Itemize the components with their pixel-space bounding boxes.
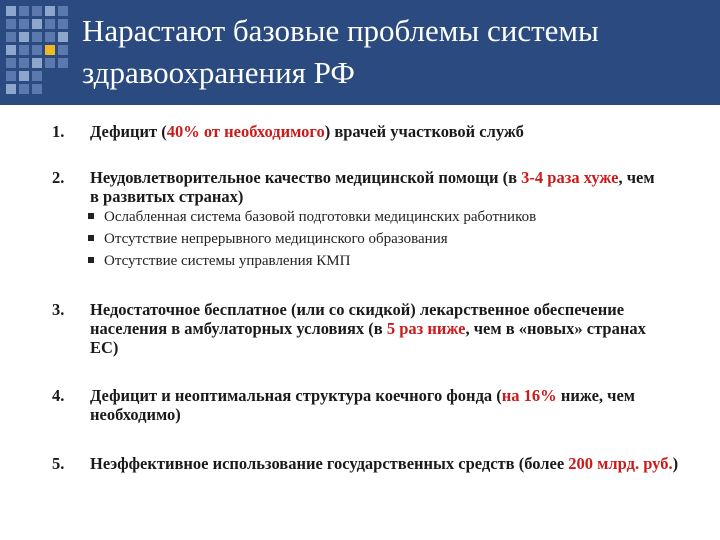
decorative-square-icon bbox=[32, 6, 42, 16]
item-text-run: Дефицит и неоптимальная структура коечного фонда ( bbox=[90, 386, 502, 405]
decorative-square-icon bbox=[58, 6, 68, 16]
decorative-square-icon bbox=[32, 71, 42, 81]
decorative-square-icon bbox=[19, 71, 29, 81]
decorative-square-icon bbox=[19, 19, 29, 29]
decorative-square-icon bbox=[6, 84, 16, 94]
decorative-square-icon bbox=[6, 19, 16, 29]
item-number: 2. bbox=[52, 168, 65, 187]
accent-square-icon bbox=[45, 45, 55, 55]
item-text-run: , чем в «новых» странах ЕС) bbox=[90, 319, 646, 357]
decorative-square-icon bbox=[58, 45, 68, 55]
sub-list-item bbox=[88, 228, 688, 250]
slide-title-line-1: Нарастают базовые проблемы системы bbox=[82, 13, 599, 48]
item-text bbox=[90, 454, 680, 473]
item-text-run: ниже, чем необходимо) bbox=[90, 386, 636, 424]
highlighted-text: 3-4 раза хуже bbox=[521, 168, 619, 187]
highlighted-text: 5 раз ниже bbox=[386, 319, 466, 338]
decorative-square-icon bbox=[58, 32, 68, 42]
decorative-square-icon bbox=[19, 58, 29, 68]
highlighted-text: 200 млрд. руб. bbox=[568, 454, 673, 473]
decorative-square-icon bbox=[19, 84, 29, 94]
decorative-square-icon bbox=[32, 58, 42, 68]
square-bullet-icon bbox=[88, 235, 94, 241]
item-number: 3. bbox=[52, 300, 65, 319]
slide-title bbox=[82, 10, 702, 94]
item-number: 4. bbox=[52, 386, 65, 405]
decorative-square-icon bbox=[6, 58, 16, 68]
sub-item-text: Ослабленная система базовой подготовки медицинских работников bbox=[104, 209, 537, 225]
sub-item-text: Отсутствие непрерывного медицинского образования bbox=[104, 231, 448, 247]
sub-item-text: Отсутствие системы управления КМП bbox=[104, 253, 351, 269]
item-text-run: Неудовлетворительное качество медицинской помощи (в bbox=[90, 168, 522, 187]
decorative-square-icon bbox=[32, 32, 42, 42]
decorative-square-icon bbox=[32, 45, 42, 55]
decorative-square-icon bbox=[19, 45, 29, 55]
decorative-square-icon bbox=[58, 58, 68, 68]
square-bullet-icon bbox=[88, 257, 94, 263]
decorative-square-icon bbox=[45, 19, 55, 29]
decorative-square-icon bbox=[6, 6, 16, 16]
sub-list bbox=[88, 206, 688, 272]
item-text-run: , чем в развитых странах) bbox=[90, 168, 655, 206]
decorative-square-icon bbox=[32, 19, 42, 29]
item-text bbox=[90, 300, 675, 357]
highlighted-text: 40% от необходимого bbox=[166, 122, 325, 141]
decorative-square-icon bbox=[19, 6, 29, 16]
item-text bbox=[90, 386, 670, 424]
decorative-square-icon bbox=[32, 84, 42, 94]
decorative-square-icon bbox=[19, 32, 29, 42]
item-text-run: ) врачей участковой служб bbox=[324, 122, 524, 141]
decorative-square-icon bbox=[6, 32, 16, 42]
sub-list-item bbox=[88, 250, 688, 272]
item-text-run: ) bbox=[672, 454, 679, 473]
decorative-square-icon bbox=[6, 71, 16, 81]
sub-list-item bbox=[88, 206, 688, 228]
highlighted-text: на 16% bbox=[501, 386, 557, 405]
item-text-run: Неэффективное использование государственных средств (более bbox=[90, 454, 569, 473]
item-text bbox=[90, 122, 690, 141]
decorative-square-icon bbox=[45, 6, 55, 16]
slide-title-line-2: здравоохранения РФ bbox=[82, 55, 355, 90]
item-text bbox=[90, 168, 660, 206]
item-text-run: Недостаточное бесплатное (или со скидкой) лекарственное обеспечение населения в амбулаторных условиях (в bbox=[90, 300, 625, 338]
decorative-square-icon bbox=[58, 19, 68, 29]
decorative-square-icon bbox=[45, 32, 55, 42]
title-banner bbox=[0, 0, 720, 105]
item-number: 1. bbox=[52, 122, 65, 141]
decorative-square-icon bbox=[6, 45, 16, 55]
item-number: 5. bbox=[52, 454, 65, 473]
item-text-run: Дефицит ( bbox=[90, 122, 167, 141]
decorative-square-icon bbox=[45, 58, 55, 68]
square-bullet-icon bbox=[88, 213, 94, 219]
